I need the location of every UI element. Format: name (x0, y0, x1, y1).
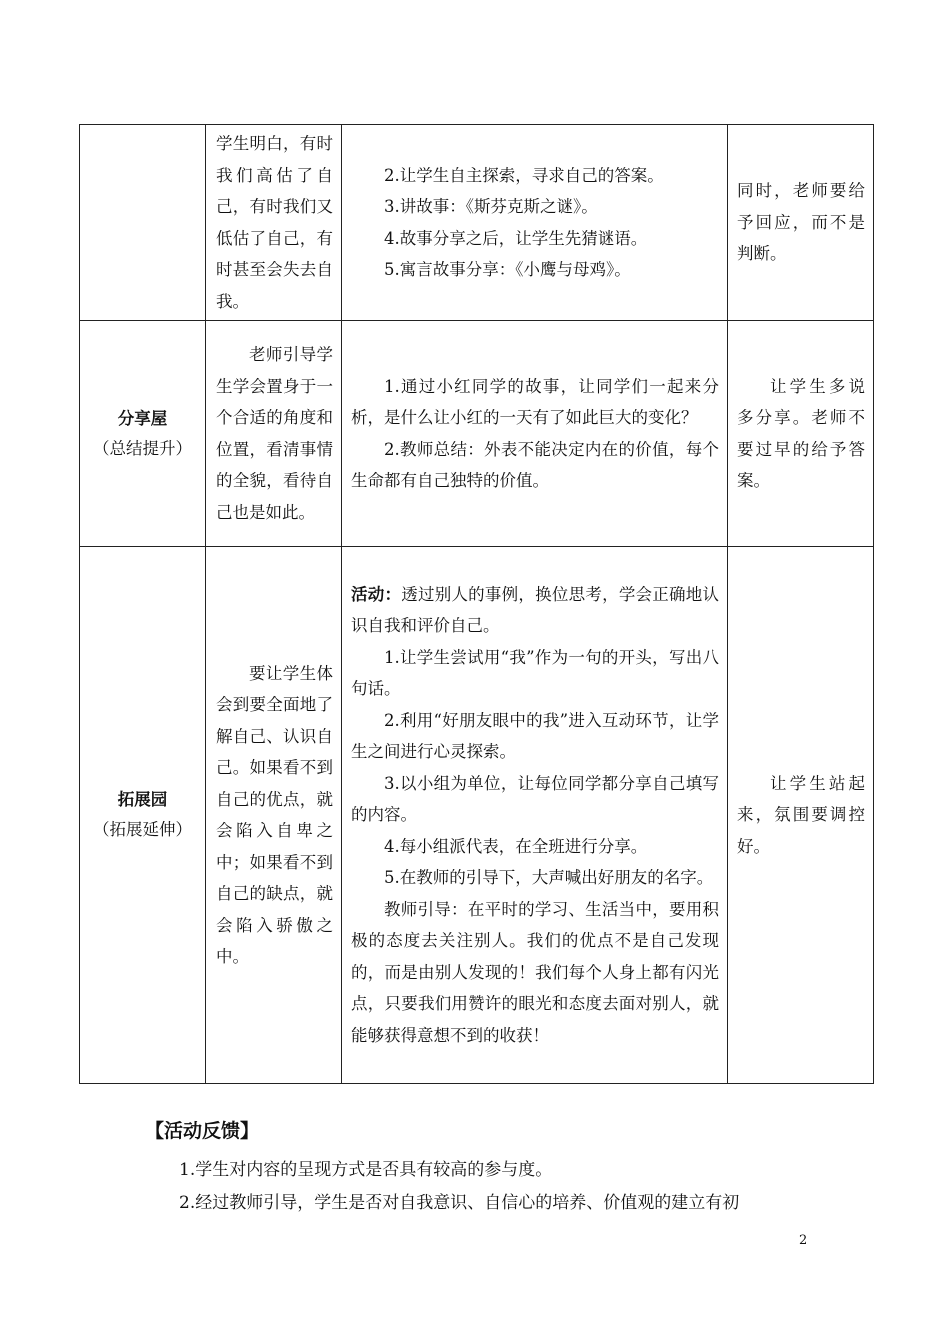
process-cell (342, 125, 728, 321)
feedback-heading: 【活动反馈】 (145, 1120, 260, 1142)
teacher-guidance: 教师引导：在平时的学习、生活当中，要用积极的态度去关注别人。我们的优点不是自己发现的，而是由别人发现的！我们每个人身上都有闪光点，只要我们用赞许的眼光和态度去面对别人，就能够获得意想不到的收获！ (351, 899, 719, 1045)
step-item: 3.以小组为单位，让每位同学都分享自己填写的内容。 (351, 773, 719, 825)
feedback-item: 2.经过教师引导，学生是否对自我意识、自信心的培养、价值观的建立有初 (179, 1193, 740, 1213)
lesson-plan-table (79, 124, 874, 1084)
step-item: 3.讲故事：《斯芬克斯之谜》。 (384, 197, 598, 216)
note-cell (728, 547, 874, 1084)
section-cell (80, 321, 206, 547)
goal-cell (206, 321, 342, 547)
goal-text: 学生明白，有时我们高估了自己，有时我们又低估了自己，有时甚至会失去自我。 (216, 134, 333, 311)
section-title: 分享屋 (117, 408, 168, 428)
step-item: 4.每小组派代表，在全班进行分享。 (384, 836, 648, 856)
table-row (80, 125, 874, 321)
note-text: 同时，老师要给予回应，而不是判断。 (737, 181, 865, 264)
section-cell-empty (80, 125, 206, 321)
step-item: 5.在教师的引导下，大声喊出好朋友的名字。 (384, 868, 714, 888)
note-cell (728, 321, 874, 547)
section-title: 拓展园 (117, 790, 168, 809)
section-subtitle: （拓展延伸） (93, 820, 192, 839)
note-text: 让学生站起来，氛围要调控好。 (737, 773, 865, 856)
process-cell (342, 547, 728, 1084)
section-subtitle: （总结提升） (93, 438, 192, 458)
section-cell (80, 547, 206, 1084)
note-cell (728, 125, 874, 321)
table-row (80, 321, 874, 547)
activity-intro (351, 579, 719, 642)
step-item: 2.教师总结：外表不能决定内在的价值，每个生命都有自己独特的价值。 (351, 439, 719, 490)
goal-text: 老师引导学生学会置身于一个合适的角度和位置，看清事情的全貌，看待自己也是如此。 (216, 345, 333, 522)
step-item: 1.让学生尝试用“我”作为一句的开头，写出八句话。 (351, 647, 719, 699)
step-item: 1.通过小红同学的故事，让同学们一起来分析，是什么让小红的一天有了如此巨大的变化？ (351, 376, 719, 427)
page-number: 2 (799, 1233, 808, 1248)
note-text: 让学生多说多分享。老师不要过早的给予答案。 (737, 376, 865, 490)
step-item: 2.让学生自主探索，寻求自己的答案。 (384, 165, 664, 185)
step-item: 2.利用“好朋友眼中的我”进入互动环节，让学生之间进行心灵探索。 (351, 710, 719, 762)
feedback-item: 1.学生对内容的呈现方式是否具有较高的参与度。 (179, 1160, 553, 1180)
step-item: 5.寓言故事分享：《小鹰与母鸡》。 (384, 260, 631, 279)
activity-label: 活动： (351, 584, 402, 604)
goal-cell (206, 547, 342, 1084)
goal-text: 要让学生体会到要全面地了解自己、认识自己。如果看不到自己的优点，就会陷入自卑之中；如果看不到自己的缺点，就会陷入骄傲之中。 (216, 663, 333, 966)
goal-cell (206, 125, 342, 321)
step-item: 4.故事分享之后，让学生先猜谜语。 (384, 228, 648, 248)
table-row (80, 547, 874, 1084)
activity-text: 透过别人的事例，换位思考，学会正确地认识自我和评价自己。 (351, 584, 720, 636)
process-cell (342, 321, 728, 547)
